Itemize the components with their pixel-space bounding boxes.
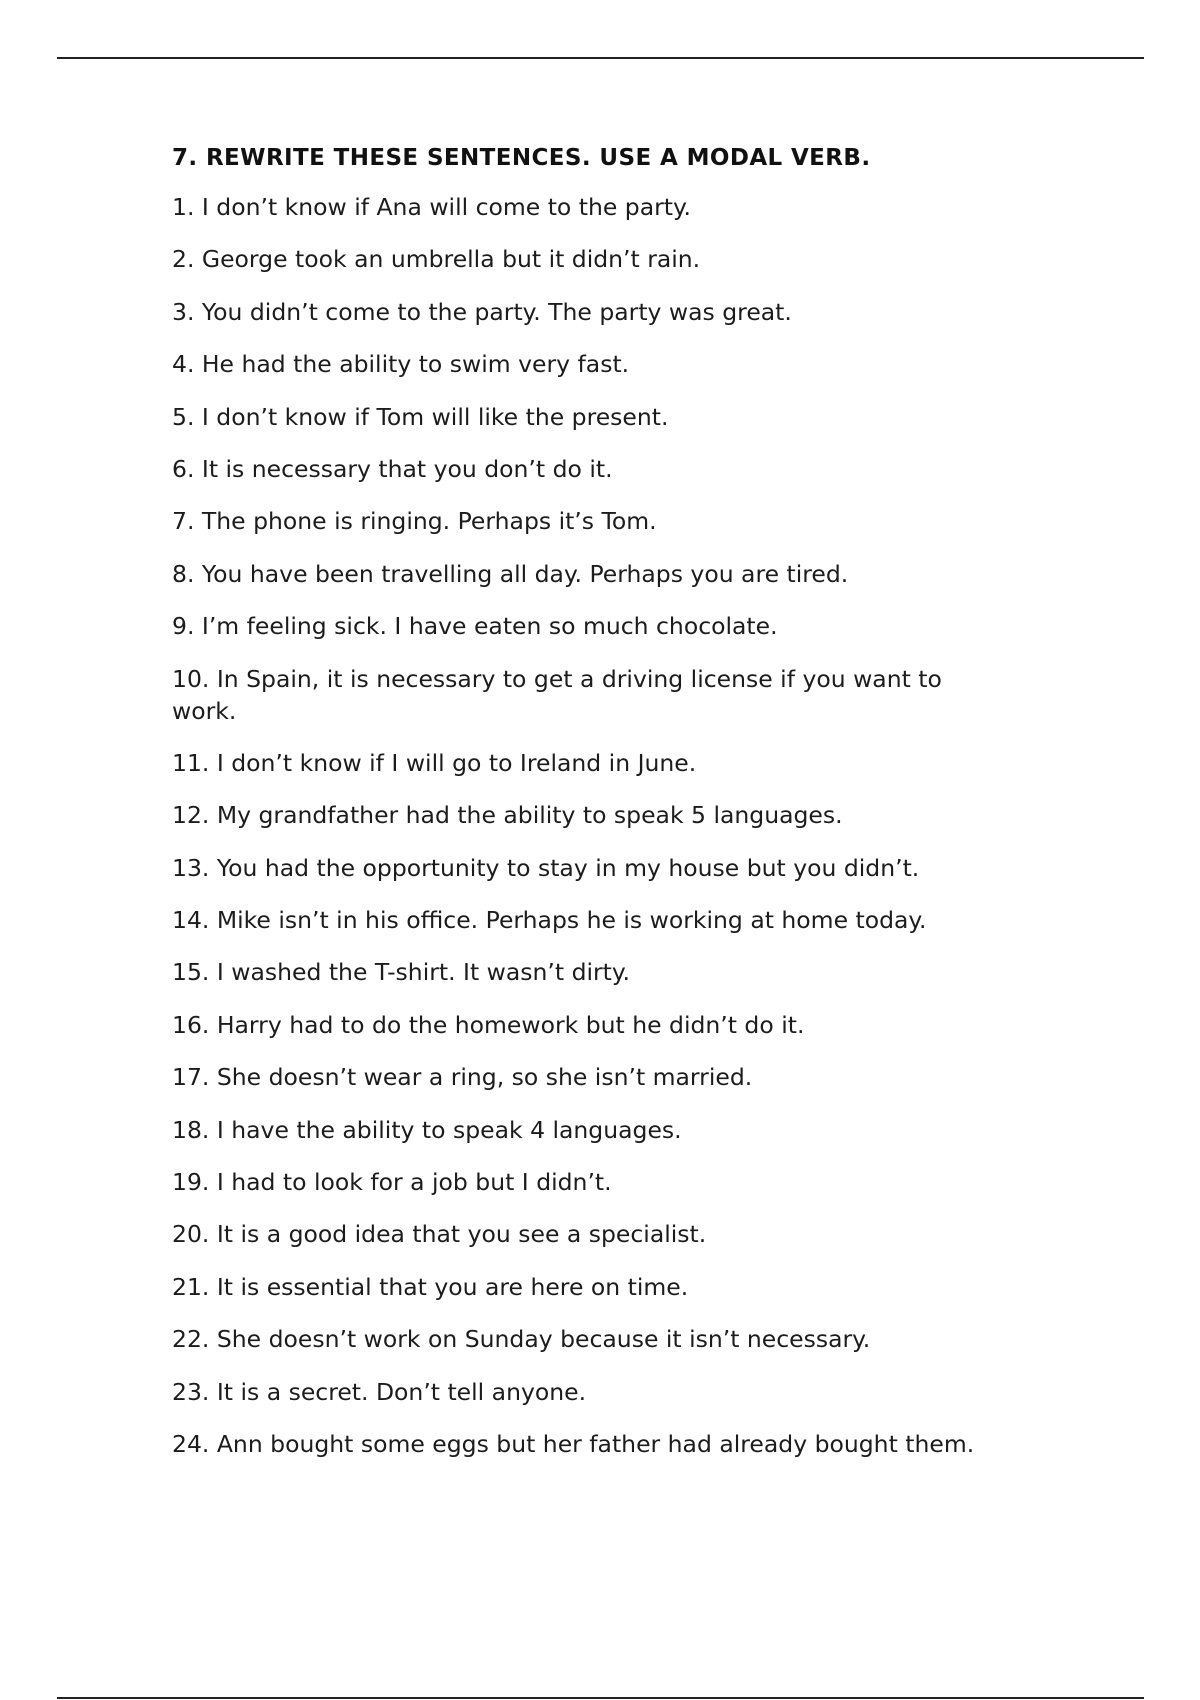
sentence-list	[172, 191, 1002, 1460]
worksheet	[172, 142, 1002, 1480]
sentence-item: 12. My grandfather had the ability to speak 5 languages.	[172, 801, 843, 830]
sentence-item: 22. She doesn’t work on Sunday because it isn’t necessary.	[172, 1325, 871, 1354]
sentence-item: 16. Harry had to do the homework but he didn’t do it.	[172, 1010, 805, 1039]
sentence-item: 3. You didn’t come to the party. The party was great.	[172, 297, 792, 326]
sentence-item: 20. It is a good idea that you see a specialist.	[172, 1220, 707, 1249]
exercise-title: 7. REWRITE THESE SENTENCES. USE A MODAL VERB.	[172, 145, 871, 171]
sentence-item: 8. You have been travelling all day. Perhaps you are tired.	[172, 559, 849, 588]
sentence-item: 10. In Spain, it is necessary to get a driving license if you want to work.	[172, 664, 942, 725]
footer-rule	[57, 1697, 1144, 1699]
sentence-item: 7. The phone is ringing. Perhaps it’s Tom.	[172, 507, 657, 536]
sentence-item: 14. Mike isn’t in his office. Perhaps he is working at home today.	[172, 906, 927, 935]
sentence-item: 13. You had the opportunity to stay in my house but you didn’t.	[172, 853, 920, 882]
sentence-item: 18. I have the ability to speak 4 languages.	[172, 1115, 682, 1144]
sentence-item: 21. It is essential that you are here on time.	[172, 1272, 689, 1301]
sentence-item: 4. He had the ability to swim very fast.	[172, 350, 630, 379]
header-rule	[57, 57, 1144, 59]
sentence-item: 19. I had to look for a job but I didn’t.	[172, 1168, 612, 1197]
sentence-item: 17. She doesn’t wear a ring, so she isn’t married.	[172, 1063, 753, 1092]
sentence-item: 11. I don’t know if I will go to Ireland in June.	[172, 748, 697, 777]
sentence-item: 6. It is necessary that you don’t do it.	[172, 454, 613, 483]
sentence-item: 5. I don’t know if Tom will like the present.	[172, 402, 669, 431]
sentence-item: 2. George took an umbrella but it didn’t rain.	[172, 245, 701, 274]
sentence-item: 9. I’m feeling sick. I have eaten so much chocolate.	[172, 612, 778, 641]
sentence-item: 1. I don’t know if Ana will come to the party.	[172, 193, 692, 221]
sentence-item: 24. Ann bought some eggs but her father had already bought them.	[172, 1429, 975, 1458]
sentence-item: 15. I washed the T-shirt. It wasn’t dirty.	[172, 958, 630, 987]
sentence-item: 23. It is a secret. Don’t tell anyone.	[172, 1377, 587, 1406]
